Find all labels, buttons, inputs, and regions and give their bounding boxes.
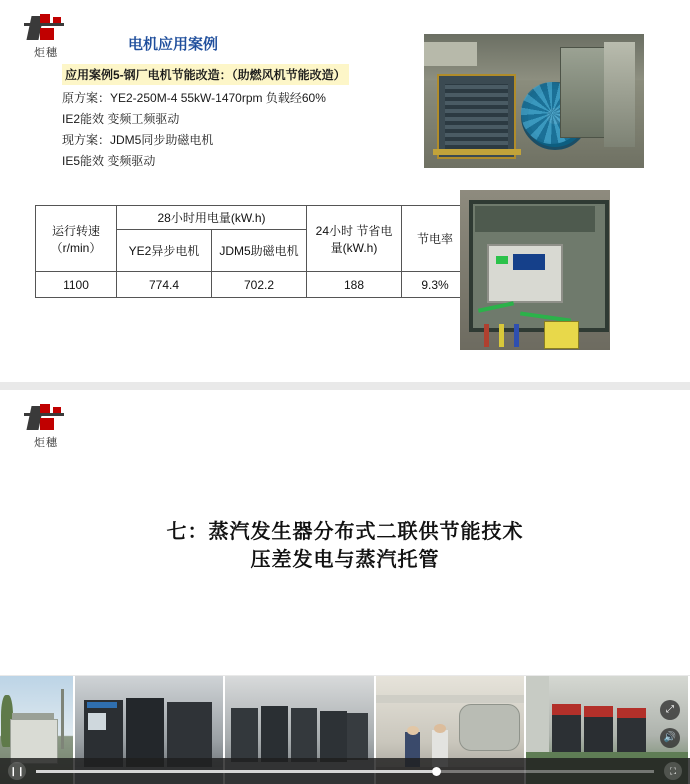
fullscreen-icon[interactable]: ⛶ — [664, 762, 682, 780]
header-cell-jdm5: JDM5助磁电机 — [212, 230, 307, 272]
brand-logo-secondary — [18, 404, 74, 450]
energy-saving-table — [35, 205, 469, 298]
header-cell-save-24h: 24小时 节省电量(kW.h) — [307, 206, 402, 272]
photo-control-cabinet — [460, 190, 610, 350]
case-line-2: IE2能效 变频工频驱动 — [62, 112, 180, 126]
section-title-line-2: 压差发电与蒸汽托管 — [250, 549, 440, 571]
cell-speed-value: 1100 — [36, 272, 117, 298]
logo-mark — [23, 14, 69, 42]
header-speed-label: 运行转速 — [51, 223, 100, 238]
slide-motor-application-case — [0, 0, 690, 382]
cell-rate-value: 9.3% — [402, 272, 469, 298]
case-line-4: IE5能效 变频驱动 — [62, 154, 156, 168]
volume-icon[interactable]: 🔊 — [660, 728, 680, 748]
logo-name: 炬穗 — [34, 47, 58, 59]
header-speed-unit: （r/min） — [50, 240, 102, 255]
expand-icon[interactable]: ⤢ — [660, 700, 680, 720]
case-heading: 应用案例5-钢厂电机节能改造：（助燃风机节能改造） — [62, 64, 349, 85]
table-row — [36, 272, 469, 298]
slide-divider — [0, 382, 690, 390]
header-cell-rate: 节电率 — [402, 206, 469, 272]
logo-name: 炬穗 — [34, 437, 58, 449]
player-controls[interactable] — [0, 758, 690, 784]
header-cell-28h: 28小时用电量(kW.h) — [117, 206, 307, 230]
table-header-row-1 — [36, 206, 469, 230]
seek-slider[interactable] — [36, 770, 654, 773]
header-cell-speed — [36, 206, 117, 272]
pause-icon[interactable]: ❙❙ — [8, 762, 26, 780]
section-title-line-1: 七：蒸汽发生器分布式二联供节能技术 — [166, 521, 524, 543]
case-line-3: 现方案：JDM5同步助磁电机 — [62, 133, 214, 147]
seek-handle[interactable] — [432, 767, 441, 776]
slide-title: 电机应用案例 — [128, 36, 219, 53]
cell-jdm5-value: 702.2 — [212, 272, 307, 298]
cell-ye2-value: 774.4 — [117, 272, 212, 298]
logo-mark — [23, 404, 69, 432]
photo-combustion-fan-unit — [424, 34, 644, 168]
case-line-1: 原方案：YE2-250M-4 55kW-1470rpm 负载经60% — [62, 91, 326, 105]
header-cell-ye2: YE2异步电机 — [117, 230, 212, 272]
cell-save-value: 188 — [307, 272, 402, 298]
seek-progress — [36, 770, 432, 773]
brand-logo — [18, 14, 74, 60]
